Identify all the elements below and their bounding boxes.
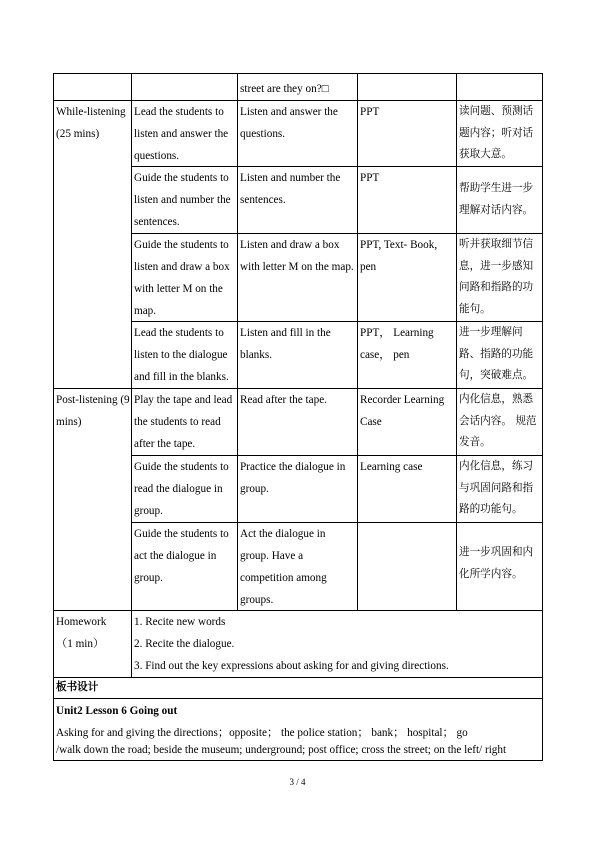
purpose-cell: 进一步巩固和内化所学内容。 — [459, 546, 534, 580]
student-activity-cell: Act the dialogue in group. Have a competition among groups. — [240, 528, 327, 606]
table-line — [53, 73, 543, 74]
purpose-cell: 内化信息，熟悉会话内容。 规范发音。 — [459, 393, 537, 448]
purpose-cell: 听并获取细节信息，进一步感知问路和指路的功能句。 — [459, 238, 534, 315]
media-cell: PPT， Learning case， pen — [360, 327, 434, 361]
homework-stage-label: Homework — [56, 616, 107, 628]
media-cell: PPT, Text- Book, pen — [360, 239, 438, 273]
teacher-activity-cell: Guide the students to listen and draw a box with letter M on the map. — [134, 239, 230, 317]
teacher-activity-cell: Lead the students to listen and answer the questions. — [134, 106, 229, 162]
board-title: Unit2 Lesson 6 Going out — [56, 705, 178, 717]
media-cell: PPT — [360, 172, 380, 184]
student-activity-cell: Practice the dialogue in group. — [240, 461, 346, 495]
teacher-activity-cell: Guide the students to act the dialogue in group. — [134, 528, 229, 584]
purpose-cell: 进一步理解问路、指路的功能句，突破难点。 — [459, 326, 534, 381]
teacher-activity-cell: Guide the students to read the dialogue in group. — [134, 461, 229, 517]
homework-time: （1 min） — [56, 638, 105, 650]
stage-cell: While-listening (25 mins) — [56, 106, 126, 140]
student-activity-cell: Listen and draw a box with letter M on the map. — [240, 239, 354, 273]
teacher-activity-cell: Lead the students to listen to the dialogue and fill in the blanks. — [134, 327, 229, 383]
student-activity-cell: Listen and answer the questions. — [240, 106, 338, 140]
student-activity-cell: Read after the tape. — [240, 394, 327, 406]
homework-item: 2. Recite the dialogue. — [134, 638, 235, 650]
teacher-activity-cell: Play the tape and lead the students to read after the tape. — [134, 394, 233, 450]
purpose-cell: 内化信息，练习与巩固问路和指路的功能句。 — [459, 460, 534, 515]
student-activity-cell: Listen and number the sentences. — [240, 172, 341, 206]
homework-item: 3. Find out the key expressions about asking for and giving directions. — [134, 660, 449, 672]
board-line: /walk down the road; beside the museum; underground; post office; cross the street; on the left/ right — [56, 744, 507, 756]
homework-item: 1. Recite new words — [134, 616, 226, 628]
student-activity-cell: street are they on?□ — [240, 83, 329, 95]
table-line — [53, 698, 543, 699]
teacher-activity-cell: Guide the students to listen and number the sentences. — [134, 172, 231, 228]
lesson-plan-table — [53, 73, 543, 761]
purpose-cell: 帮助学生进一步理解对话内容。 — [459, 182, 534, 216]
student-activity-cell: Listen and fill in the blanks. — [240, 327, 331, 361]
board-design-heading: 板书设计 — [56, 681, 99, 693]
page-number: 3 / 4 — [289, 777, 306, 787]
stage-cell: Post-listening (9 mins) — [56, 394, 130, 428]
purpose-cell: 读问题、预测话题内容；听对话获取大意。 — [459, 105, 534, 160]
board-line: Asking for and giving the directions；opposite； the police station； bank； hospital； go — [56, 727, 468, 739]
media-cell: PPT — [360, 106, 380, 118]
media-cell: Recorder Learning Case — [360, 394, 445, 428]
media-cell: Learning case — [360, 461, 423, 473]
